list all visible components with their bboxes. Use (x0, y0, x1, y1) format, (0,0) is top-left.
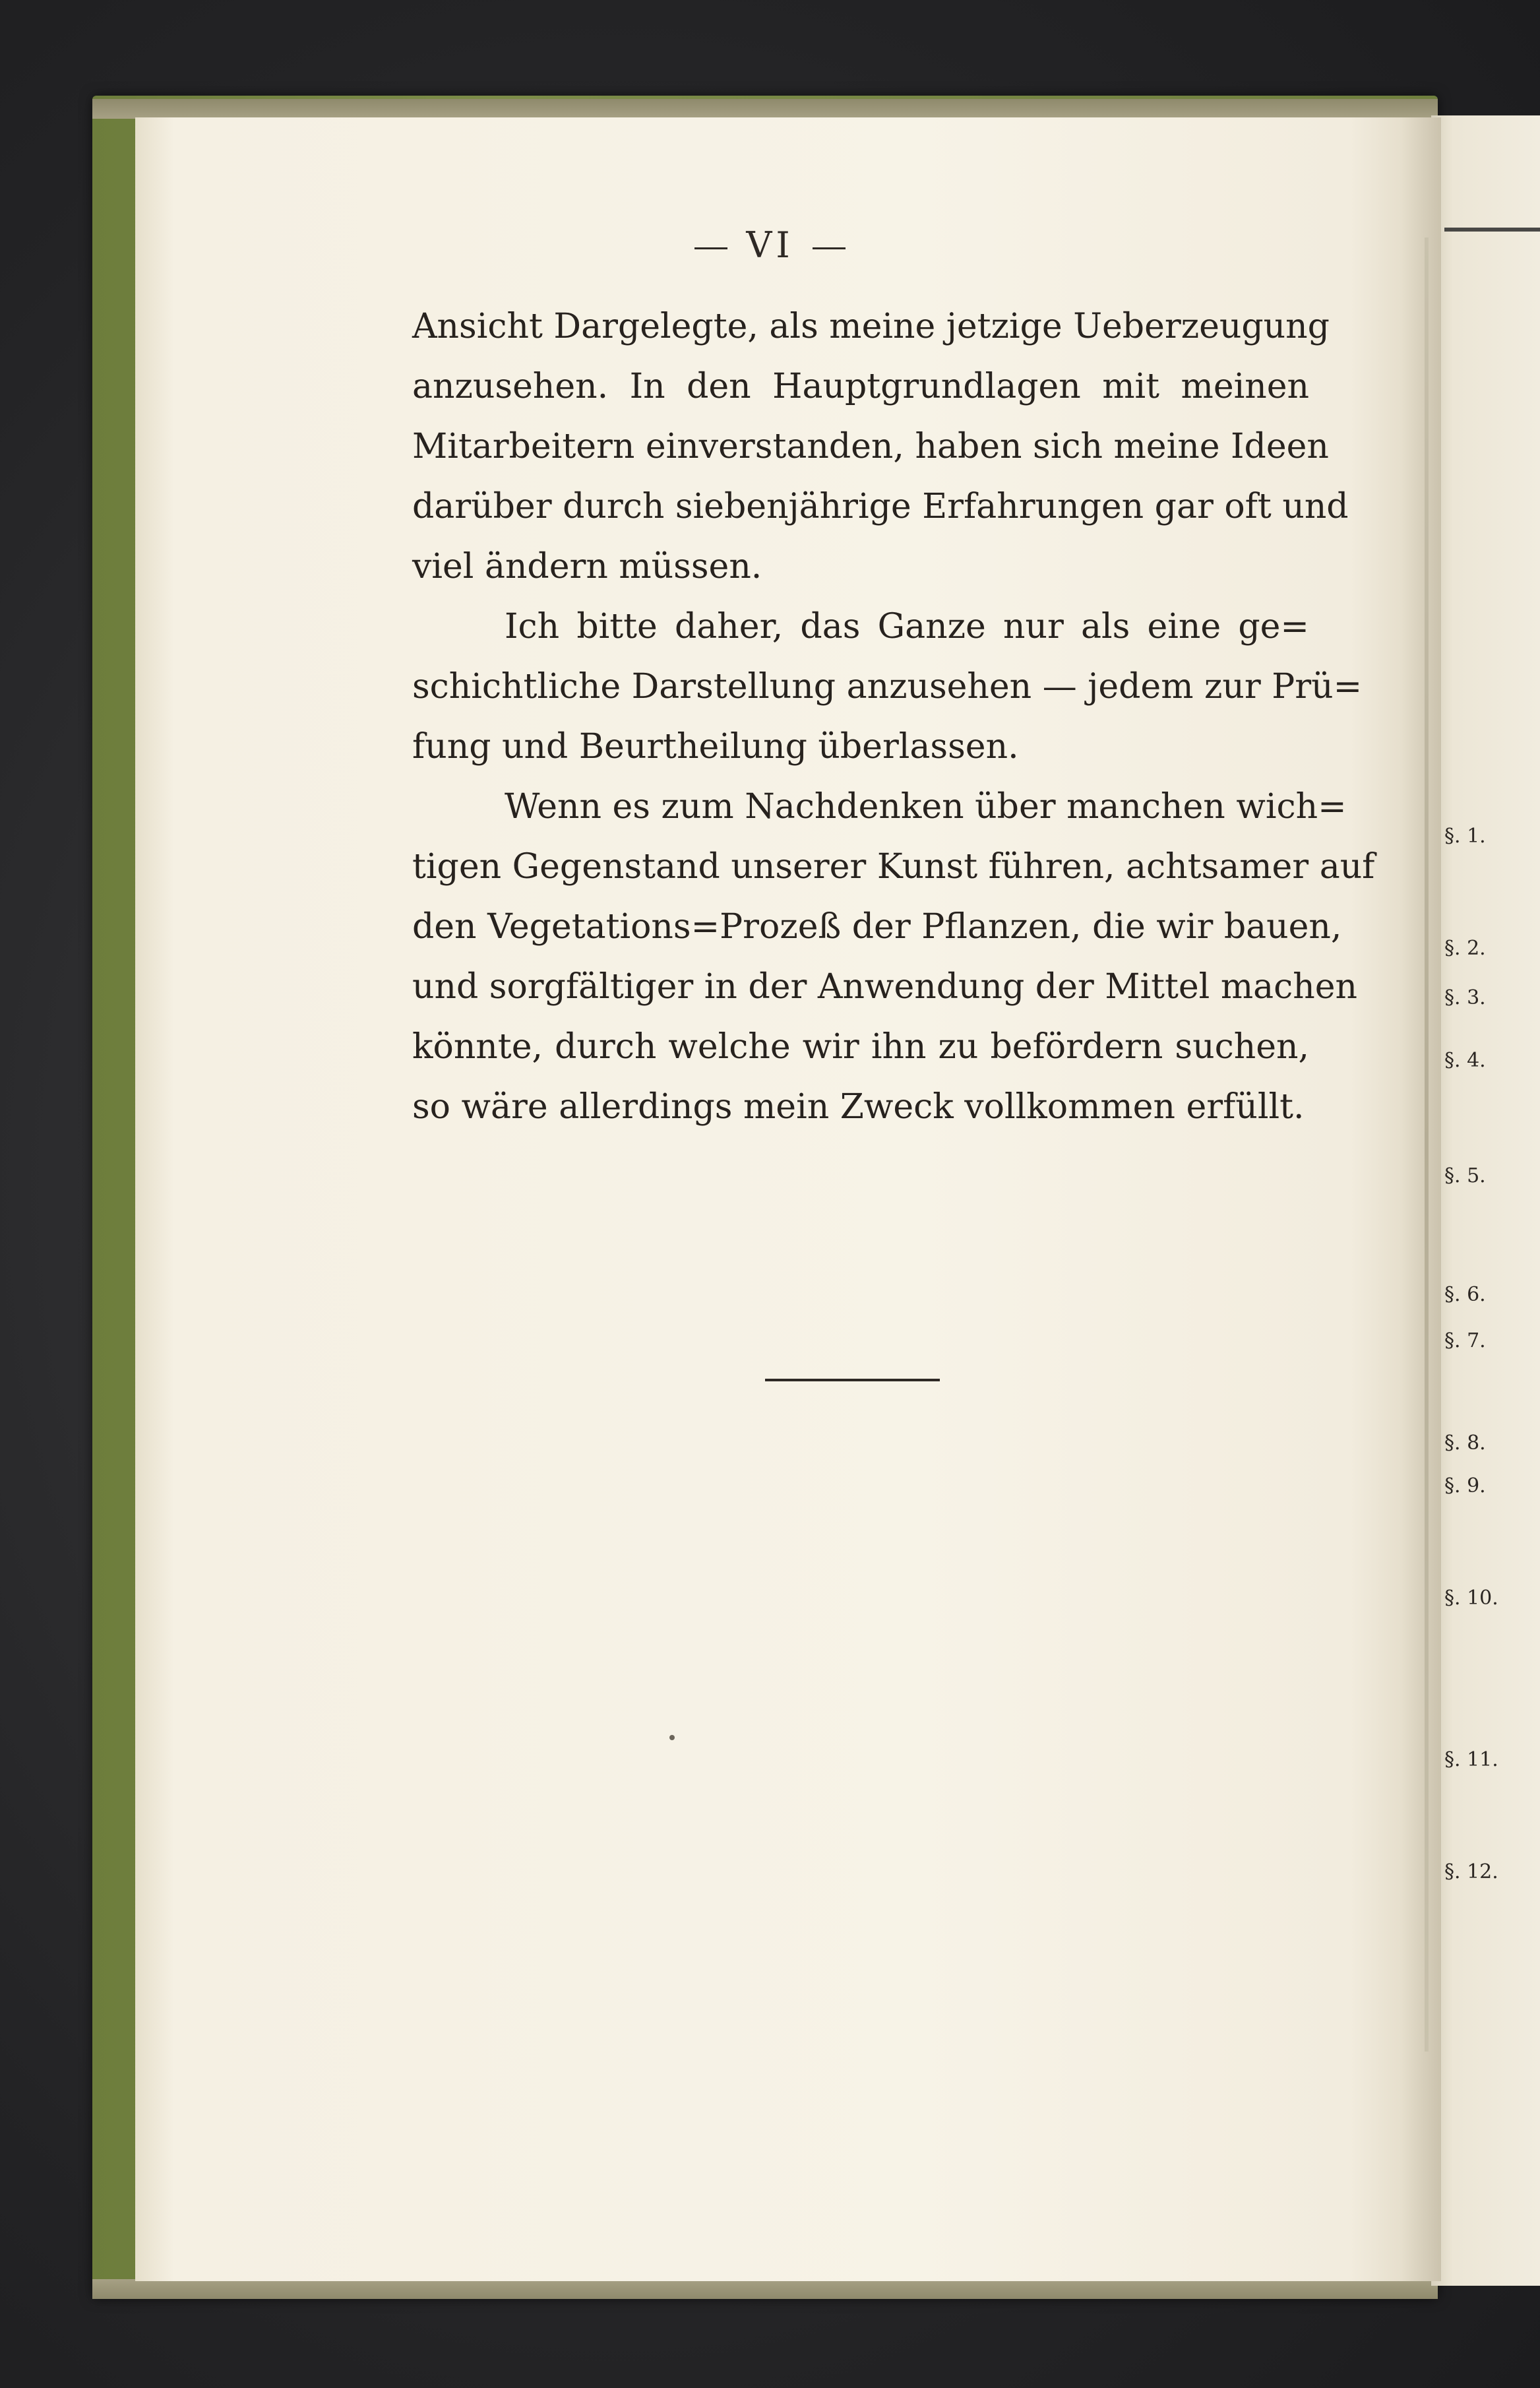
text-line: darüber durch siebenjährige Erfahrungen gar oft und (412, 487, 1349, 526)
text-line: so wäre allerdings mein Zweck vollkommen erfüllt. (412, 1087, 1305, 1127)
facing-page-edge (1431, 115, 1540, 2286)
facing-toc-entry: §. 11. (1444, 1748, 1498, 1771)
facing-toc-entry: §. 7. (1444, 1329, 1486, 1352)
paragraph (412, 777, 1375, 1137)
paragraph (412, 597, 1363, 777)
facing-toc-entry: §. 10. (1444, 1587, 1498, 1610)
text-line: fung und Beurtheilung überlassen. (412, 727, 1019, 767)
text-line: Mitarbeitern einverstanden, haben sich meine Ideen (412, 427, 1329, 466)
facing-toc-entry: §. 4. (1444, 1049, 1486, 1072)
facing-toc-entry: §. 5. (1444, 1164, 1486, 1187)
page-number: VI (746, 224, 794, 266)
text-line: den Vegetations=Prozeß der Pflanzen, die wir bauen, (412, 907, 1342, 947)
text-line: Wenn es zum Nachdenken über manchen wich= (505, 787, 1347, 827)
header-dash-left (694, 247, 727, 249)
facing-toc-entry: §. 12. (1444, 1860, 1498, 1883)
facing-toc-entry: §. 1. (1444, 825, 1486, 848)
end-rule (765, 1379, 940, 1381)
paragraph (412, 297, 1349, 597)
facing-toc-entry: §. 3. (1444, 986, 1486, 1009)
text-line: Ansicht Dargelegte, als meine jetzige Ueberzeugung (412, 307, 1330, 346)
facing-toc-entry: §. 9. (1444, 1474, 1486, 1497)
text-line: und sorgfältiger in der Anwendung der Mittel machen (412, 967, 1358, 1007)
text-line: könnte, durch welche wir ihn zu befördern suchen, (412, 1027, 1309, 1067)
cover-edge-bottom (92, 2279, 1438, 2299)
text-line: schichtliche Darstellung anzusehen — jedem zur Prü= (412, 667, 1363, 707)
gutter-binding-thread (1425, 237, 1429, 2052)
cover-edge-top (92, 99, 1438, 119)
facing-toc-entry: §. 8. (1444, 1431, 1486, 1455)
text-line: viel ändern müssen. (412, 547, 762, 586)
facing-toc-entry: §. 6. (1444, 1283, 1486, 1306)
text-line: Ich bitte daher, das Ganze nur als eine ge= (505, 607, 1309, 646)
paper-speck (669, 1735, 675, 1740)
page-number-header (0, 224, 1540, 266)
body-text (412, 297, 1375, 1137)
text-line: tigen Gegenstand unserer Kunst führen, achtsamer auf (412, 847, 1375, 887)
facing-toc-entry: §. 2. (1444, 937, 1486, 960)
text-line: anzusehen. In den Hauptgrundlagen mit meinen (412, 367, 1309, 406)
header-dash-right (813, 247, 846, 249)
